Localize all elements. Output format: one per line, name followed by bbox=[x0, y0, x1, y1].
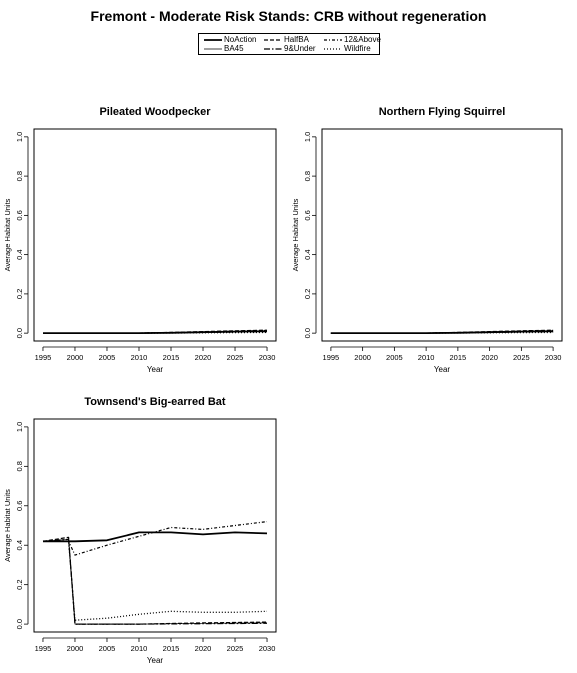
y-tick-label: 0.4 bbox=[15, 249, 24, 260]
y-axis-label: Average Habitat Units bbox=[3, 198, 12, 272]
series-line-ba45 bbox=[43, 539, 267, 624]
y-tick-label: 0.0 bbox=[303, 327, 312, 339]
y-axis-label: Average Habitat Units bbox=[291, 198, 300, 272]
series-line-noaction bbox=[43, 532, 267, 541]
series-line-12above bbox=[43, 522, 267, 556]
plot-frame bbox=[322, 129, 562, 341]
x-axis-label: Year bbox=[146, 365, 164, 374]
x-tick-label: 2030 bbox=[258, 353, 276, 362]
chart-townsends-big-earred-bat bbox=[0, 385, 290, 668]
plot-frame bbox=[34, 129, 276, 341]
legend-swatch-ba45 bbox=[203, 44, 223, 54]
x-tick-label: 2030 bbox=[258, 644, 276, 653]
y-tick-label: 1.0 bbox=[15, 421, 24, 433]
y-tick-label: 0.4 bbox=[303, 249, 312, 260]
chart-pileated-woodpecker bbox=[0, 95, 290, 374]
legend-label: 12&Above bbox=[344, 35, 381, 44]
x-tick-label: 2015 bbox=[162, 644, 180, 653]
x-tick-label: 2025 bbox=[226, 353, 244, 362]
x-axis-label: Year bbox=[433, 365, 451, 374]
y-tick-label: 0.2 bbox=[303, 288, 312, 300]
series-line-wildfire bbox=[43, 541, 267, 620]
series-line-halfba bbox=[43, 537, 267, 624]
x-tick-label: 2005 bbox=[386, 353, 403, 362]
x-tick-label: 2010 bbox=[417, 353, 435, 362]
y-tick-label: 1.0 bbox=[15, 131, 24, 143]
legend-label: BA45 bbox=[224, 44, 244, 53]
x-tick-label: 2030 bbox=[544, 353, 562, 362]
y-tick-label: 0.0 bbox=[15, 618, 24, 630]
x-tick-label: 2010 bbox=[130, 644, 148, 653]
x-tick-label: 2020 bbox=[194, 353, 212, 362]
legend-label: HalfBA bbox=[284, 35, 309, 44]
x-axis-label: Year bbox=[146, 656, 164, 665]
x-tick-label: 1995 bbox=[34, 353, 52, 362]
legend bbox=[198, 33, 380, 55]
x-tick-label: 2015 bbox=[162, 353, 180, 362]
legend-label: NoAction bbox=[224, 35, 257, 44]
chart-northern-flying-squirrel bbox=[288, 95, 575, 374]
x-tick-label: 2010 bbox=[130, 353, 148, 362]
legend-swatch-wildfire bbox=[323, 44, 343, 54]
chart-title: Townsend's Big-earred Bat bbox=[84, 396, 226, 408]
figure-title: Fremont - Moderate Risk Stands: CRB without regeneration bbox=[90, 8, 487, 24]
chart-title: Pileated Woodpecker bbox=[99, 106, 211, 118]
y-tick-label: 0.8 bbox=[15, 461, 24, 472]
y-tick-label: 1.0 bbox=[303, 131, 312, 143]
y-tick-label: 0.0 bbox=[15, 327, 24, 339]
x-tick-label: 2025 bbox=[513, 353, 530, 362]
y-tick-label: 0.6 bbox=[15, 500, 24, 511]
x-tick-label: 2020 bbox=[194, 644, 212, 653]
chart-title: Northern Flying Squirrel bbox=[378, 106, 506, 118]
x-tick-label: 2005 bbox=[98, 644, 116, 653]
y-tick-label: 0.2 bbox=[15, 288, 24, 300]
x-tick-label: 2000 bbox=[354, 353, 371, 362]
legend-swatch-9under bbox=[263, 44, 283, 54]
legend-label: Wildfire bbox=[344, 44, 371, 53]
x-tick-label: 2025 bbox=[226, 644, 244, 653]
x-tick-label: 2000 bbox=[66, 644, 84, 653]
y-axis-label: Average Habitat Units bbox=[3, 489, 12, 562]
x-tick-label: 2005 bbox=[98, 353, 116, 362]
x-tick-label: 2015 bbox=[449, 353, 467, 362]
x-tick-label: 1995 bbox=[322, 353, 340, 362]
y-tick-label: 0.6 bbox=[303, 210, 312, 221]
y-tick-label: 0.8 bbox=[15, 170, 24, 182]
x-tick-label: 1995 bbox=[34, 644, 52, 653]
y-tick-label: 0.4 bbox=[15, 540, 24, 551]
y-tick-label: 0.6 bbox=[15, 210, 24, 221]
legend-label: 9&Under bbox=[284, 44, 316, 53]
y-tick-label: 0.2 bbox=[15, 579, 24, 590]
y-tick-label: 0.8 bbox=[303, 170, 312, 182]
x-tick-label: 2020 bbox=[481, 353, 498, 362]
series-line-9under bbox=[43, 539, 267, 624]
x-tick-label: 2000 bbox=[66, 353, 84, 362]
